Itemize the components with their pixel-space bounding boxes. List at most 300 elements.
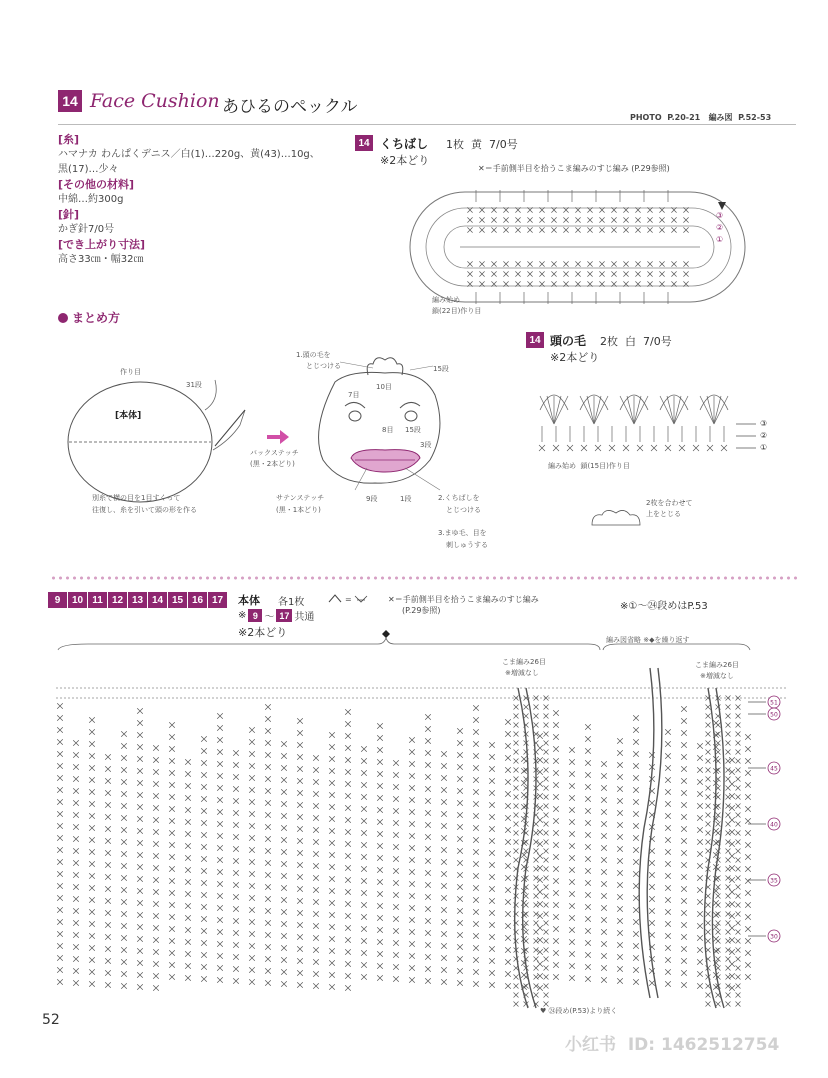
stitch-mark	[726, 822, 731, 827]
stitch-mark	[505, 875, 511, 881]
stitch-mark	[697, 935, 703, 941]
stitch-mark	[706, 894, 711, 899]
stitch-mark	[544, 894, 549, 899]
stitch-mark	[514, 993, 519, 998]
stitch-mark	[57, 919, 63, 925]
stitch-mark	[553, 866, 559, 872]
stitch-mark	[441, 931, 447, 937]
stitch-mark	[647, 261, 652, 266]
stitch-mark	[329, 852, 335, 858]
stitch-mark	[544, 939, 549, 944]
stitch-mark	[105, 970, 111, 976]
common-suffix: 共通	[294, 612, 315, 623]
stitch-mark	[153, 877, 159, 883]
stitch-mark	[527, 271, 532, 276]
stitch-mark	[697, 767, 703, 773]
stitch-mark	[281, 825, 287, 831]
head-row3: 3段	[420, 441, 432, 449]
stitch-mark	[697, 899, 703, 905]
stitch-mark	[249, 907, 255, 913]
stitch-mark	[457, 956, 463, 962]
stitch-mark	[569, 795, 575, 801]
head-foundation-label: 10目	[376, 383, 392, 391]
stitch-mark	[233, 882, 239, 888]
section-divider	[50, 576, 798, 580]
stitch-mark	[377, 855, 383, 861]
stitch-mark	[105, 766, 111, 772]
stitch-mark	[633, 835, 639, 841]
stitch-mark	[553, 770, 559, 776]
stitch-mark	[265, 872, 271, 878]
stitch-mark	[249, 823, 255, 829]
stitch-mark	[57, 967, 63, 973]
stitch-mark	[345, 961, 351, 967]
stitch-mark	[409, 857, 415, 863]
stitch-mark	[105, 982, 111, 988]
beak-row-2: ②	[716, 223, 724, 232]
stitch-mark	[105, 814, 111, 820]
stitch-mark	[441, 835, 447, 841]
common-note	[238, 608, 314, 623]
stitch-mark	[89, 813, 95, 819]
stitch-mark	[329, 780, 335, 786]
stitch-mark	[169, 806, 175, 812]
stitch-mark	[623, 271, 628, 276]
stitch-mark	[736, 912, 741, 917]
stitch-mark	[313, 935, 319, 941]
stitch-mark	[265, 716, 271, 722]
stitch-mark	[217, 725, 223, 731]
stitch-mark	[515, 271, 520, 276]
stitch-mark	[313, 839, 319, 845]
stitch-mark	[697, 983, 703, 989]
stitch-mark	[521, 804, 527, 810]
stitch-mark	[534, 903, 539, 908]
stitch-mark	[169, 950, 175, 956]
stitch-mark	[736, 921, 741, 926]
stitch-mark	[539, 445, 545, 451]
stitch-mark	[201, 772, 207, 778]
hair-join-diagram	[588, 505, 644, 529]
stitch-mark	[249, 967, 255, 973]
stitch-mark	[393, 844, 399, 850]
stitch-mark	[544, 849, 549, 854]
stitch-mark	[716, 1002, 721, 1007]
stitch-mark	[217, 749, 223, 755]
stitch-mark	[674, 396, 681, 424]
stitch-mark	[345, 781, 351, 787]
stitch-mark	[249, 811, 255, 817]
stitch-mark	[345, 709, 351, 715]
stitch-mark	[585, 748, 591, 754]
stitch-mark	[345, 721, 351, 727]
stitch-mark	[745, 890, 751, 896]
stitch-mark	[633, 727, 639, 733]
stitch-mark	[514, 1002, 519, 1007]
stitch-mark	[729, 901, 735, 907]
stitch-mark	[489, 862, 495, 868]
stitch-mark	[345, 733, 351, 739]
stitch-mark	[736, 822, 741, 827]
stitch-mark	[89, 957, 95, 963]
pointer-line	[405, 468, 440, 490]
stitch-mark	[425, 774, 431, 780]
stitch-mark	[313, 947, 319, 953]
hair-row-3: ③	[760, 419, 768, 428]
watermark: 小红书 ID: 1462512754	[565, 1035, 780, 1055]
stitch-mark	[553, 758, 559, 764]
row-arrow-icon	[736, 424, 756, 448]
stitch-mark	[585, 724, 591, 730]
stitch-mark	[726, 1002, 731, 1007]
stitch-mark	[569, 867, 575, 873]
body-label: [本体]	[115, 411, 142, 421]
stitch-mark	[514, 723, 519, 728]
stitch-mark	[623, 261, 628, 266]
stitch-mark	[185, 807, 191, 813]
stitch-mark	[201, 928, 207, 934]
stitch-mark	[297, 742, 303, 748]
stitch-mark	[620, 396, 634, 424]
stitch-mark	[201, 892, 207, 898]
stitch-mark	[553, 902, 559, 908]
stitch-mark	[554, 396, 568, 424]
stitch-mark	[409, 749, 415, 755]
stitch-mark	[393, 964, 399, 970]
stitch-mark	[505, 839, 511, 845]
stitch-mark	[706, 714, 711, 719]
common-from-badge	[248, 609, 262, 622]
stitch-mark	[534, 705, 539, 710]
stitch-mark	[73, 740, 79, 746]
stitch-mark	[217, 941, 223, 947]
stitch-mark	[153, 913, 159, 919]
stitch-mark	[633, 883, 639, 889]
needle-value: かぎ針7/0号	[58, 224, 115, 235]
arrow-icon	[267, 430, 289, 444]
stitch-mark	[361, 914, 367, 920]
stitch-mark	[249, 775, 255, 781]
stitch-mark	[233, 822, 239, 828]
stitch-mark	[473, 849, 479, 855]
embroider-note-1: 3.まゆ毛、目を	[438, 529, 487, 537]
stitch-mark	[89, 849, 95, 855]
stitch-mark	[575, 217, 580, 222]
stitch-mark	[281, 969, 287, 975]
stitch-mark	[473, 969, 479, 975]
stitch-mark	[671, 261, 676, 266]
stitch-mark	[726, 813, 731, 818]
pattern-number-badge	[58, 90, 82, 112]
stitch-mark	[489, 910, 495, 916]
stitch-mark	[233, 870, 239, 876]
stitch-mark	[729, 757, 735, 763]
stitch-mark	[217, 953, 223, 959]
stitch-mark	[89, 825, 95, 831]
stitch-mark	[736, 867, 741, 872]
row-marker-label: 51	[770, 699, 778, 707]
stitch-mark	[599, 261, 604, 266]
stitch-mark	[553, 734, 559, 740]
stitch-mark	[544, 921, 549, 926]
stitch-mark	[377, 915, 383, 921]
stitch-mark	[313, 779, 319, 785]
head-row15-top: 15段	[433, 365, 449, 373]
stitch-mark	[441, 907, 447, 913]
stitch-mark	[185, 867, 191, 873]
stitch-mark	[726, 921, 731, 926]
stitch-mark	[534, 723, 539, 728]
stitch-mark	[544, 903, 549, 908]
stitch-mark	[425, 978, 431, 984]
stitch-mark	[729, 793, 735, 799]
stitch-mark	[105, 934, 111, 940]
hair-join-note-2: 上をとじる	[646, 510, 681, 518]
stitch-mark	[585, 772, 591, 778]
stitch-mark	[649, 932, 655, 938]
stitch-mark	[233, 978, 239, 984]
stitch-mark	[649, 980, 655, 986]
stitch-mark	[425, 918, 431, 924]
stitch-mark	[736, 984, 741, 989]
stitch-mark	[553, 962, 559, 968]
stitch-mark	[201, 808, 207, 814]
stitch-mark	[377, 723, 383, 729]
stitch-mark	[716, 750, 721, 755]
stitch-mark	[649, 872, 655, 878]
stitch-mark	[534, 939, 539, 944]
stitch-mark	[601, 977, 607, 983]
stitch-mark	[313, 863, 319, 869]
omission-wave-mid-left	[515, 688, 528, 1008]
stitch-mark	[601, 917, 607, 923]
stitch-mark	[534, 966, 539, 971]
stitch-mark	[89, 789, 95, 795]
stitch-mark	[169, 746, 175, 752]
stitch-mark	[601, 953, 607, 959]
stitch-mark	[601, 905, 607, 911]
stitch-mark	[265, 944, 271, 950]
stitch-mark	[683, 261, 688, 266]
stitch-mark	[514, 786, 519, 791]
stitch-mark	[665, 969, 671, 975]
stitch-mark	[681, 730, 687, 736]
stitch-mark	[201, 856, 207, 862]
stitch-mark	[716, 939, 721, 944]
stitch-mark	[503, 227, 508, 232]
stitch-mark	[89, 933, 95, 939]
stitch-mark	[633, 919, 639, 925]
stitch-mark	[681, 886, 687, 892]
stitch-mark	[736, 777, 741, 782]
stitch-mark	[169, 842, 175, 848]
hair-row-2: ②	[760, 431, 768, 440]
stitch-mark	[534, 930, 539, 935]
stitch-mark	[575, 271, 580, 276]
stitch-mark	[736, 903, 741, 908]
stitch-mark	[473, 909, 479, 915]
stitch-mark	[707, 396, 714, 424]
stitch-mark	[633, 775, 639, 781]
stitch-mark	[713, 804, 719, 810]
stitch-mark	[544, 750, 549, 755]
stitch-mark	[473, 885, 479, 891]
stitch-mark	[647, 271, 652, 276]
stitch-mark	[569, 975, 575, 981]
stitch-mark	[361, 746, 367, 752]
stitch-mark	[457, 932, 463, 938]
stitch-mark	[393, 952, 399, 958]
stitch-mark	[716, 930, 721, 935]
stitch-mark	[137, 816, 143, 822]
stitch-mark	[617, 954, 623, 960]
stitch-mark	[633, 787, 639, 793]
stitch-mark	[544, 840, 549, 845]
stitch-mark	[534, 885, 539, 890]
stitch-mark	[665, 921, 671, 927]
stitch-mark	[671, 271, 676, 276]
stitch-mark	[441, 883, 447, 889]
stitch-mark	[716, 723, 721, 728]
stitch-mark	[633, 811, 639, 817]
stitch-mark	[585, 976, 591, 982]
stitch-mark	[745, 746, 751, 752]
stitch-mark	[297, 970, 303, 976]
stitch-mark	[441, 967, 447, 973]
stitch-mark	[551, 217, 556, 222]
stitch-mark	[569, 843, 575, 849]
stitch-mark	[706, 912, 711, 917]
stitch-mark	[457, 980, 463, 986]
stitch-mark	[201, 880, 207, 886]
stitch-mark	[521, 768, 527, 774]
stitch-mark	[706, 1002, 711, 1007]
stitch-mark	[185, 963, 191, 969]
stitch-mark	[153, 925, 159, 931]
stitch-mark	[121, 887, 127, 893]
stitch-mark	[726, 732, 731, 737]
stitch-mark	[745, 818, 751, 824]
stitch-mark	[594, 396, 608, 424]
row-marker-label: 35	[770, 877, 778, 885]
stitch-mark	[425, 762, 431, 768]
stitch-mark	[329, 732, 335, 738]
stitch-mark	[329, 984, 335, 990]
stitch-mark	[633, 895, 639, 901]
stitch-mark	[169, 890, 175, 896]
stitch-mark	[580, 396, 594, 424]
stitch-mark	[57, 859, 63, 865]
size-badge: 9	[48, 592, 67, 608]
stitch-mark	[457, 836, 463, 842]
stitch-mark	[393, 856, 399, 862]
stitch-mark	[514, 714, 519, 719]
stitch-mark	[617, 918, 623, 924]
stitch-mark	[233, 750, 239, 756]
stitch-mark	[329, 768, 335, 774]
stitch-mark	[265, 884, 271, 890]
hair-number: 14	[529, 334, 541, 346]
stitch-mark	[185, 939, 191, 945]
stitch-mark	[539, 271, 544, 276]
continued-note: ♥ ㉔段め(P.53)より続く	[540, 1007, 618, 1015]
stitch-mark	[515, 227, 520, 232]
stitch-mark	[473, 777, 479, 783]
stitch-mark	[716, 804, 721, 809]
stitch-mark	[137, 948, 143, 954]
stitch-mark	[617, 966, 623, 972]
stitch-mark	[393, 796, 399, 802]
stitch-mark	[105, 946, 111, 952]
stitch-mark	[611, 227, 616, 232]
stitch-mark	[57, 835, 63, 841]
stitch-mark	[345, 937, 351, 943]
size-badge: 15	[168, 592, 187, 608]
stitch-mark	[569, 903, 575, 909]
size-badge: 12	[108, 592, 127, 608]
stitch-mark	[57, 715, 63, 721]
stitch-mark	[297, 898, 303, 904]
stitch-mark	[634, 396, 641, 424]
stitch-mark	[745, 794, 751, 800]
stitch-mark	[745, 938, 751, 944]
stitch-mark	[441, 943, 447, 949]
stitch-mark	[425, 738, 431, 744]
stitch-mark	[665, 945, 671, 951]
stitch-mark	[716, 948, 721, 953]
stitch-mark	[201, 760, 207, 766]
stitch-mark	[313, 875, 319, 881]
stitch-mark	[329, 972, 335, 978]
stitch-mark	[681, 922, 687, 928]
stitch-mark	[706, 903, 711, 908]
stitch-mark	[297, 802, 303, 808]
stitch-mark	[137, 780, 143, 786]
stitch-mark	[473, 897, 479, 903]
stitch-mark	[57, 955, 63, 961]
body-strands-note: ※2本どり	[238, 626, 288, 639]
stitch-mark	[665, 445, 671, 451]
stitch-mark	[585, 880, 591, 886]
stitch-mark	[726, 858, 731, 863]
stitch-mark	[617, 774, 623, 780]
omission-wave-left-2	[647, 668, 662, 998]
stitch-mark	[479, 227, 484, 232]
stitch-mark	[745, 974, 751, 980]
stitch-mark	[217, 797, 223, 803]
stitch-mark	[649, 884, 655, 890]
stitch-mark	[736, 939, 741, 944]
stitch-mark	[361, 818, 367, 824]
stitch-mark	[617, 750, 623, 756]
stitch-mark	[503, 271, 508, 276]
stitch-mark	[233, 930, 239, 936]
brand-script: Face Cushion	[90, 90, 220, 112]
stitch-mark	[736, 741, 741, 746]
stitch-mark	[716, 903, 721, 908]
stitch-mark	[534, 867, 539, 872]
stitch-mark	[489, 982, 495, 988]
stitch-mark	[169, 734, 175, 740]
stitch-mark	[185, 915, 191, 921]
stitch-mark	[105, 754, 111, 760]
stitch-mark	[681, 862, 687, 868]
stitch-mark	[441, 847, 447, 853]
stitch-mark	[609, 445, 615, 451]
stitch-mark	[729, 829, 735, 835]
stitch-mark	[201, 952, 207, 958]
stitch-mark	[489, 754, 495, 760]
